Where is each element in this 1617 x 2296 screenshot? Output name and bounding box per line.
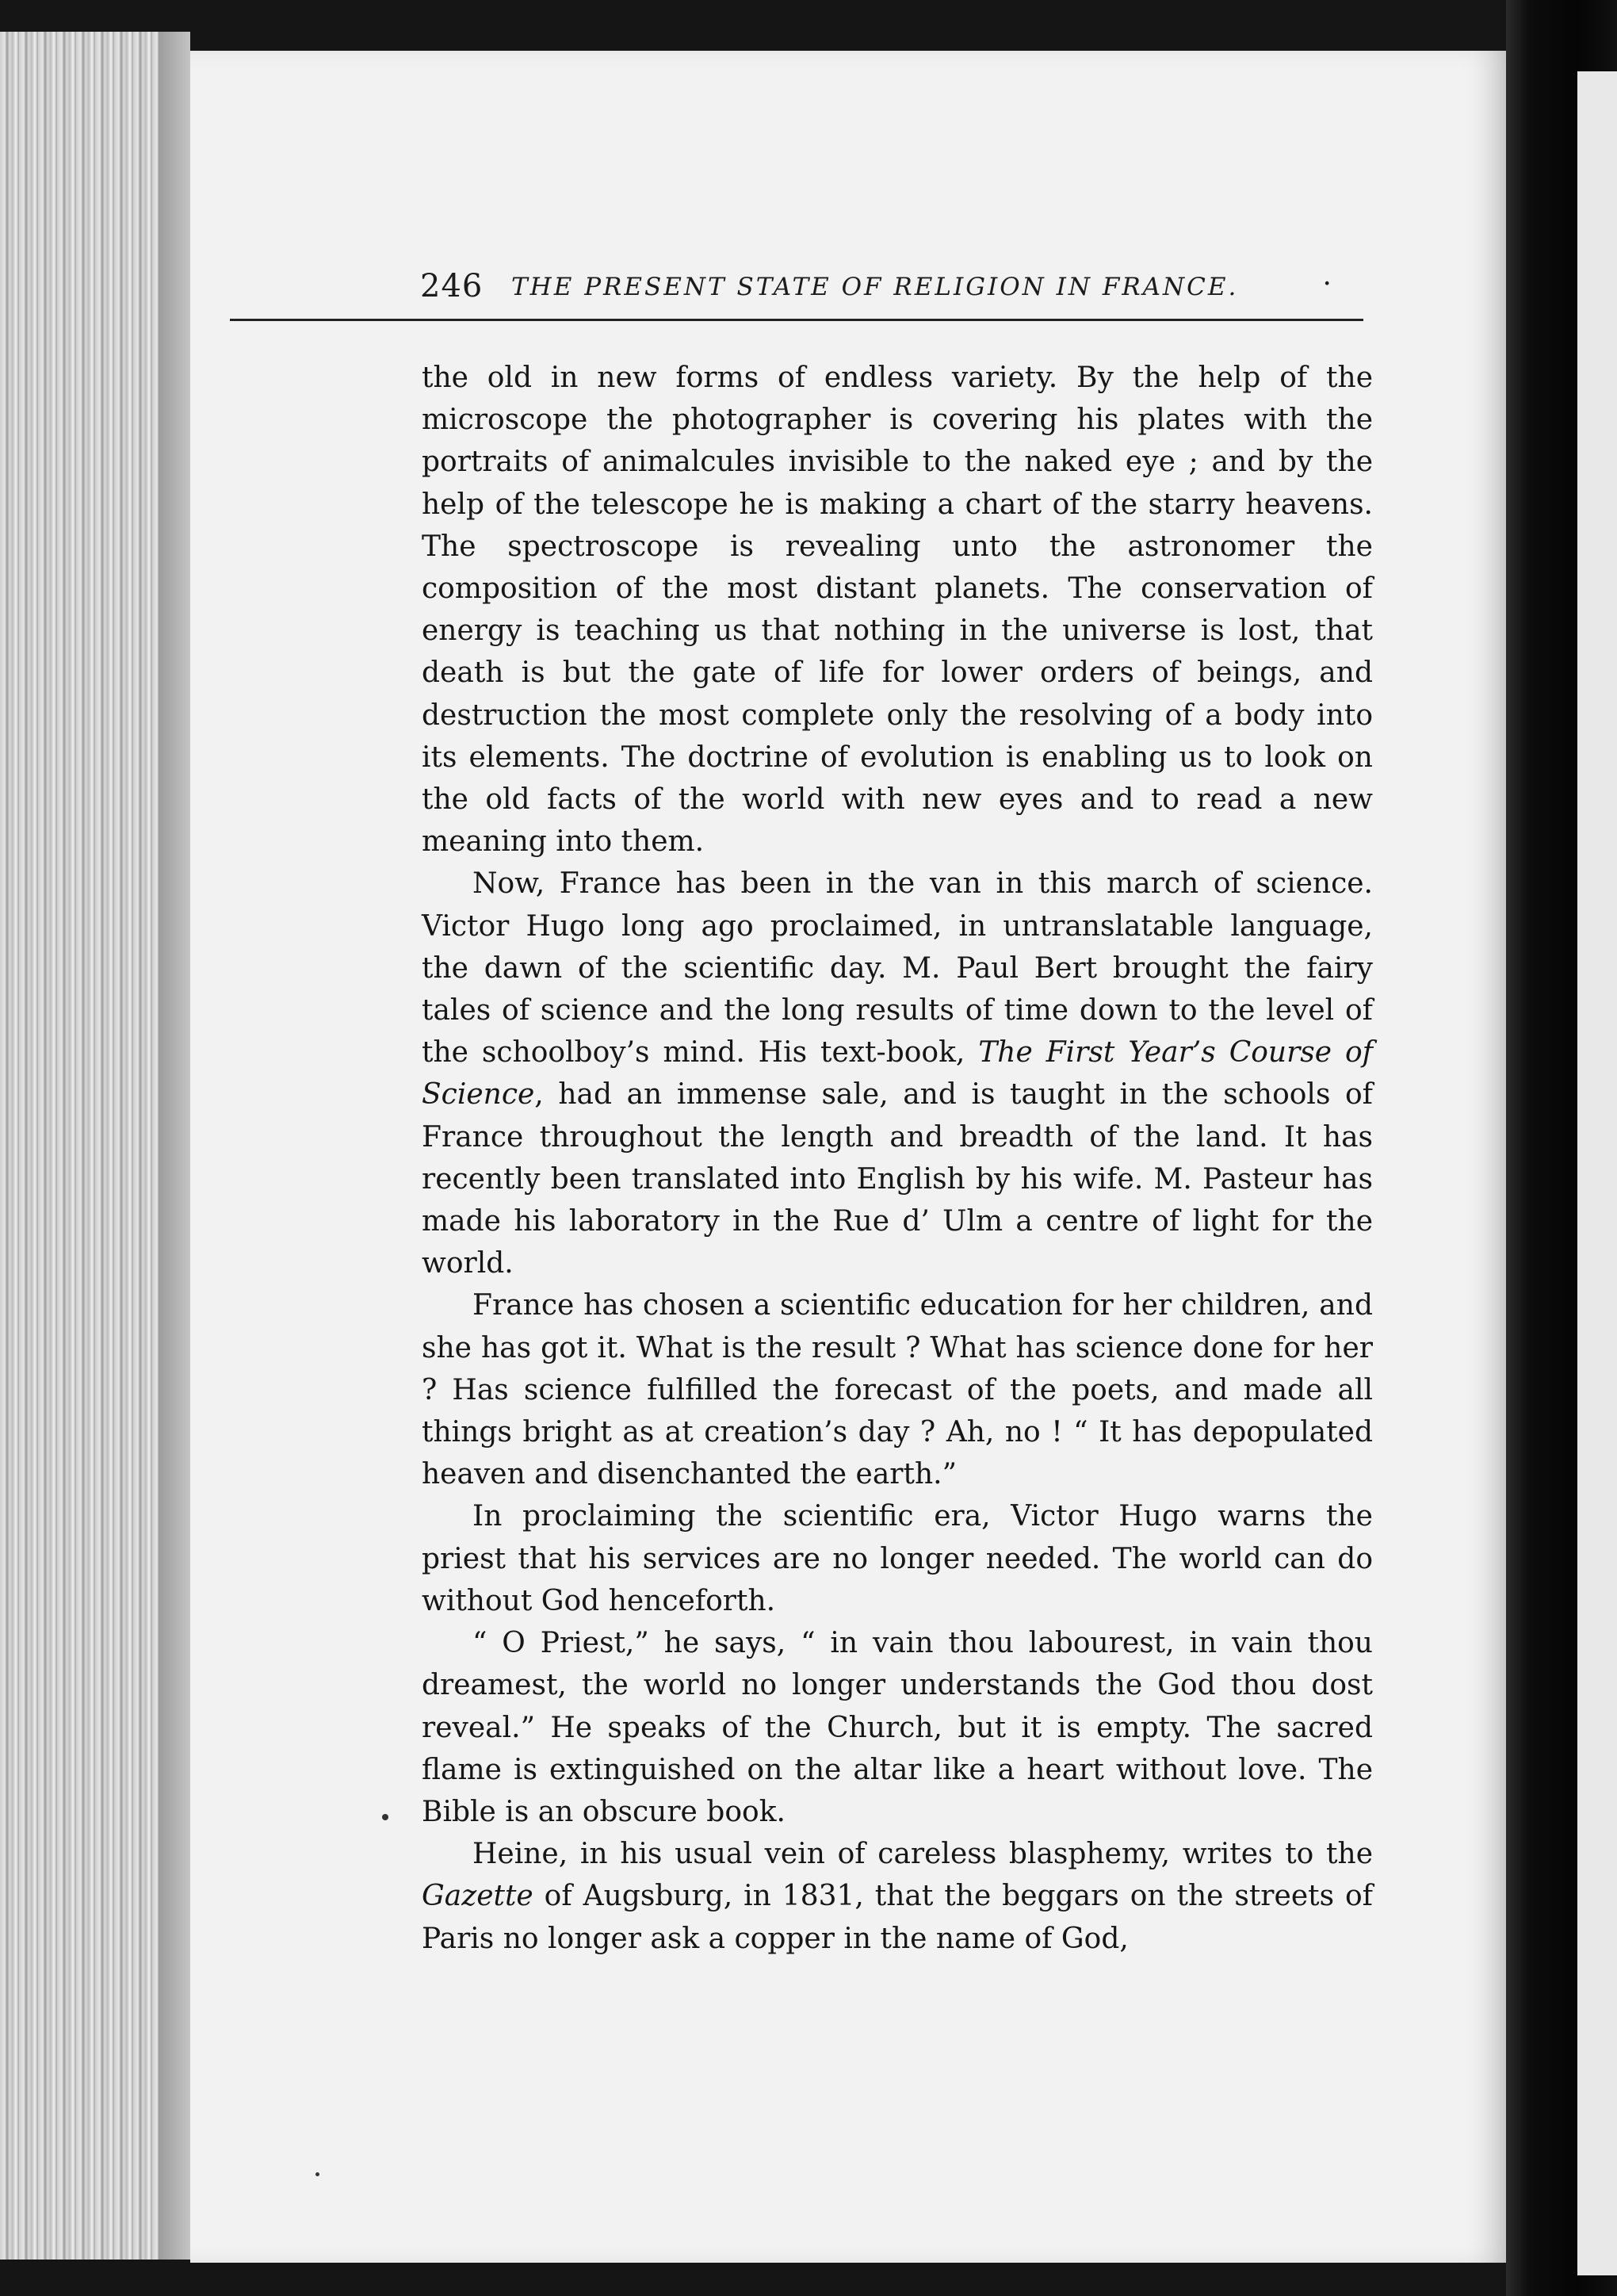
- paragraph-6: Heine, in his usual vein of careless blasphemy, writes to the Gazette of Augsburg, in 1831, that the beggars on the streets of Paris no longer ask a copper in the name of God,: [422, 1838, 1373, 1955]
- paragraph-3: France has chosen a scientific education for her children, and she has got it. What is the result ? What has science done for her ? Has science fulfilled the forecast of the poets, and made all things bright as at creation’s day ? Ah, no ! “ It has depopulated heaven and disenchanted the earth.”: [422, 1289, 1373, 1491]
- paragraph-5: “ O Priest,” he says, “ in vain thou labourest, in vain thou dreamest, the world no longer understands the God thou dost reveal.” He speaks of the Church, but it is empty. The sacred flame is extinguished on the altar like a heart without love. The Bible is an obscure book.: [422, 1627, 1373, 1828]
- book-title-italic: The First Year’s Course of Science: [422, 1036, 1373, 1112]
- paragraph-1: the old in new forms of endless variety. By the help of the microscope the photographer is covering his plates with the portraits of animalcules invisible to the naked eye ; and by the help of the telescope he is making a chart of the starry heavens. The spectroscope is revealing unto the astronomer the composition of the most distant planets. The conservation of energy is teaching us that nothing in the universe is lost, that death is but the gate of life for lower orders of beings, and destruction the most complete only the resolving of a body into its elements. The doctrine of evolution is enabling us to look on the old facts of the world with new eyes and to read a new meaning into them.: [422, 362, 1373, 859]
- ink-speck: [315, 2172, 319, 2176]
- newspaper-title-italic: Gazette: [422, 1880, 533, 1913]
- running-head-mark: ·: [1322, 268, 1332, 300]
- facing-page-edge: [1577, 71, 1617, 2275]
- running-head: [230, 268, 1363, 321]
- running-head-title: THE PRESENT STATE OF RELIGION IN FRANCE.: [511, 273, 1239, 301]
- page-number: 246: [420, 268, 484, 304]
- body-text: [422, 357, 1373, 1960]
- paragraph-4: In proclaiming the scientific era, Victor Hugo warns the priest that his services are no longer needed. The world can do without God henceforth.: [422, 1500, 1373, 1617]
- paragraph-2: Now, France has been in the van in this march of science. Victor Hugo long ago proclaimed, in untranslatable language, the dawn of the scientific day. M. Paul Bert brought the fairy tales of science and the long results of time down to the level of the schoolboy’s mind. His text-book, The First Year’s Course of Science, had an immense sale, and is taught in the schools of France throughout the length and breadth of the land. It has recently been translated into English by his wife. M. Pasteur has made his laboratory in the Rue d’ Ulm a centre of light for the world.: [422, 867, 1373, 1280]
- ink-speck: [382, 1814, 388, 1820]
- page-edge-stack: [0, 32, 190, 2260]
